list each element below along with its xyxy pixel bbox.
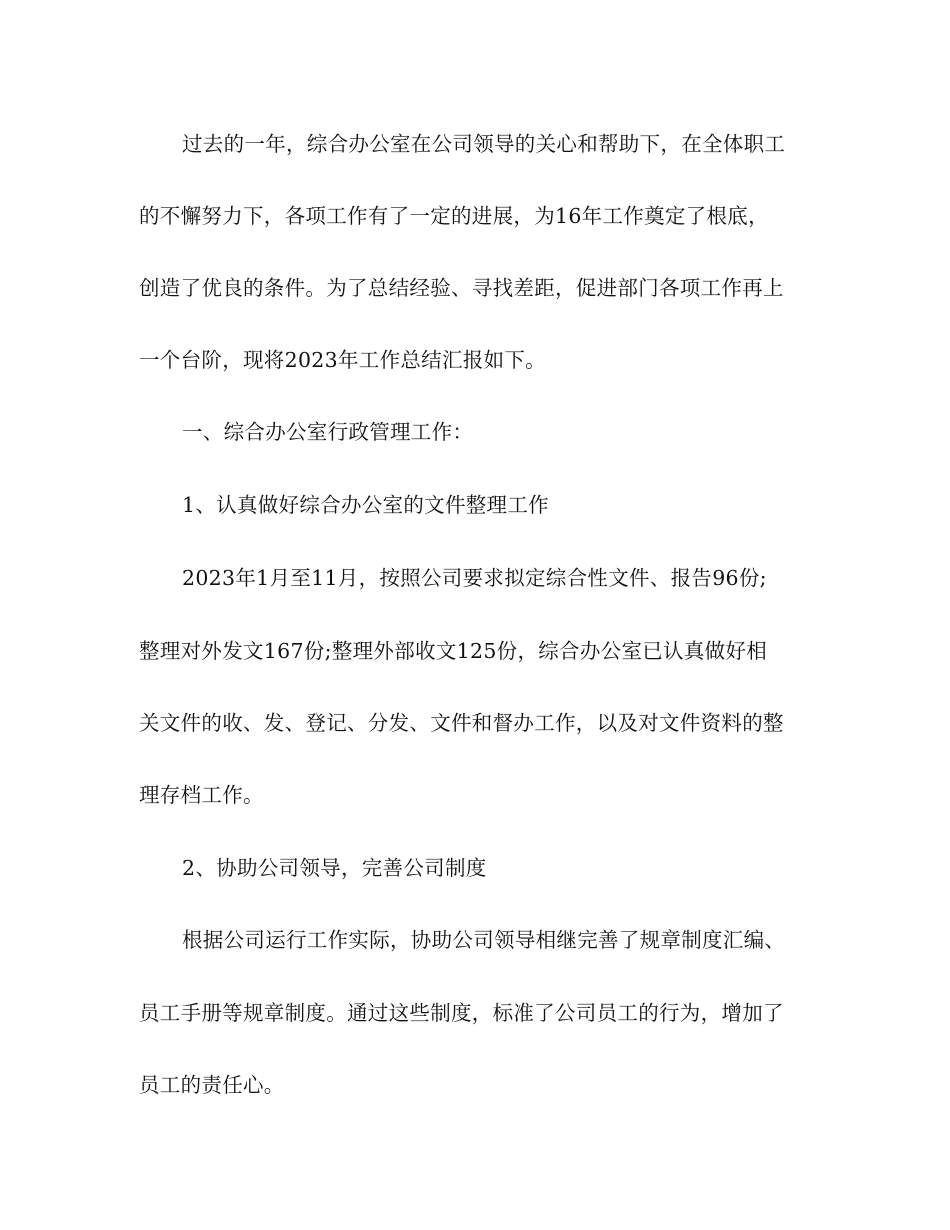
subsection-heading-2: 2、协助公司领导，完善公司制度 — [182, 856, 487, 880]
paragraph-intro-line-3: 创造了优良的条件。为了总结经验、寻找差距，促进部门各项工作再上 — [139, 276, 784, 300]
subsection-heading-1: 1、认真做好综合办公室的文件整理工作 — [182, 493, 549, 517]
paragraph-rules-line-1: 根据公司运行工作实际，协助公司领导相继完善了规章制度汇编、 — [182, 928, 786, 952]
paragraph-rules-line-3: 员工的责任心。 — [139, 1073, 285, 1097]
section-heading-1: 一、综合办公室行政管理工作： — [182, 420, 474, 444]
paragraph-files-line-2: 整理对外发文167份;整理外部收文125份，综合办公室已认真做好相 — [139, 639, 768, 663]
paragraph-intro-line-1: 过去的一年，综合办公室在公司领导的关心和帮助下，在全体职工 — [182, 132, 786, 156]
paragraph-rules-line-2: 员工手册等规章制度。通过这些制度，标准了公司员工的行为，增加了 — [139, 1001, 784, 1025]
paragraph-intro-line-4: 一个台阶，现将2023年工作总结汇报如下。 — [139, 348, 546, 372]
paragraph-files-line-3: 关文件的收、发、登记、分发、文件和督办工作，以及对文件资料的整 — [139, 711, 784, 735]
paragraph-files-line-1: 2023年1月至11月，按照公司要求拟定综合性文件、报告96份; — [182, 566, 767, 590]
paragraph-files-line-4: 理存档工作。 — [139, 783, 264, 807]
paragraph-intro-line-2: 的不懈努力下，各项工作有了一定的进展，为16年工作奠定了根底， — [139, 204, 769, 228]
